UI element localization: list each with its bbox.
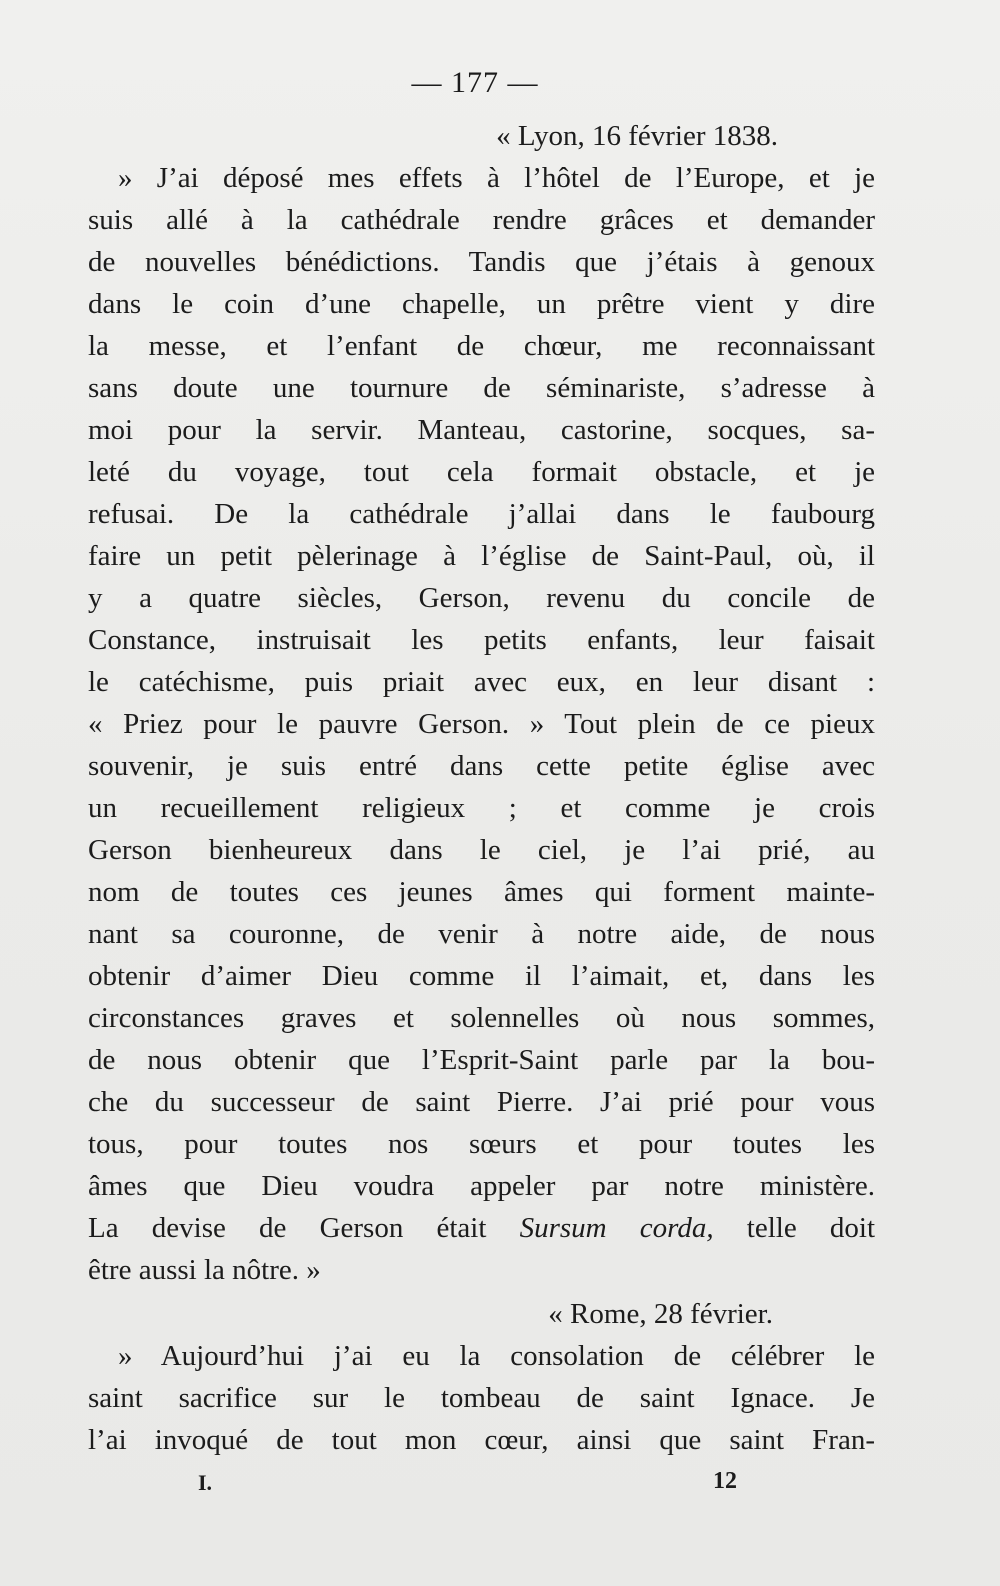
text-line: tous, pour toutes nos sœurs et pour toutes les	[88, 1128, 875, 1160]
text-line: faire un petit pèlerinage à l’église de Saint-Paul, où, il	[88, 540, 875, 572]
motto-before: La devise de Gerson était	[88, 1212, 520, 1244]
sheet-number: 12	[713, 1468, 737, 1494]
motto-latin: Sursum corda,	[519, 1212, 714, 1244]
text-line: l’ai invoqué de tout mon cœur, ainsi que saint Fran-	[88, 1424, 875, 1456]
text-line: de nouvelles bénédictions. Tandis que j’étais à genoux	[88, 246, 875, 278]
text-line: la messe, et l’enfant de chœur, me reconnaissant	[88, 330, 875, 362]
text-line: Gerson bienheureux dans le ciel, je l’ai prié, au	[88, 834, 875, 866]
text-line: être aussi la nôtre. »	[88, 1254, 321, 1286]
text-line: refusai. De la cathédrale j’allai dans le faubourg	[88, 498, 875, 530]
dateline-rome: « Rome, 28 février.	[548, 1298, 773, 1330]
text-line: nant sa couronne, de venir à notre aide, de nous	[88, 918, 875, 950]
text-line: Constance, instruisait les petits enfants, leur faisait	[88, 624, 875, 656]
text-line: suis allé à la cathédrale rendre grâces et demander	[88, 204, 875, 236]
text-line: dans le coin d’une chapelle, un prêtre vient y dire	[88, 288, 875, 320]
text-line: sans doute une tournure de séminariste, s’adresse à	[88, 372, 875, 404]
dateline-lyon: « Lyon, 16 février 1838.	[496, 120, 778, 152]
text-line: de nous obtenir que l’Esprit-Saint parle par la bou-	[88, 1044, 875, 1076]
text-line: saint sacrifice sur le tombeau de saint Ignace. Je	[88, 1382, 875, 1414]
text-line: âmes que Dieu voudra appeler par notre ministère.	[88, 1170, 875, 1202]
motto-after: telle doit	[713, 1212, 876, 1244]
text-line: che du successeur de saint Pierre. J’ai prié pour vous	[88, 1086, 875, 1118]
text-line: moi pour la servir. Manteau, castorine, socques, sa-	[88, 414, 875, 446]
text-line: « Priez pour le pauvre Gerson. » Tout plein de ce pieux	[88, 708, 875, 740]
text-line: » Aujourd’hui j’ai eu la consolation de célébrer le	[118, 1340, 875, 1372]
text-line: circonstances graves et solennelles où nous sommes,	[88, 1002, 875, 1034]
page-number: — 177 —	[411, 66, 539, 99]
text-line: le catéchisme, puis priait avec eux, en leur disant :	[88, 666, 875, 698]
text-line: un recueillement religieux ; et comme je crois	[88, 792, 875, 824]
text-line: » J’ai déposé mes effets à l’hôtel de l’Europe, et je	[118, 162, 875, 194]
text-line-motto	[88, 1208, 875, 1248]
signature-mark: I.	[198, 1470, 213, 1495]
text-line: obtenir d’aimer Dieu comme il l’aimait, et, dans les	[88, 960, 875, 992]
text-line: souvenir, je suis entré dans cette petite église avec	[88, 750, 875, 782]
text-line: leté du voyage, tout cela formait obstacle, et je	[88, 456, 875, 488]
text-line: y a quatre siècles, Gerson, revenu du concile de	[88, 582, 875, 614]
text-line: nom de toutes ces jeunes âmes qui forment mainte-	[88, 876, 875, 908]
